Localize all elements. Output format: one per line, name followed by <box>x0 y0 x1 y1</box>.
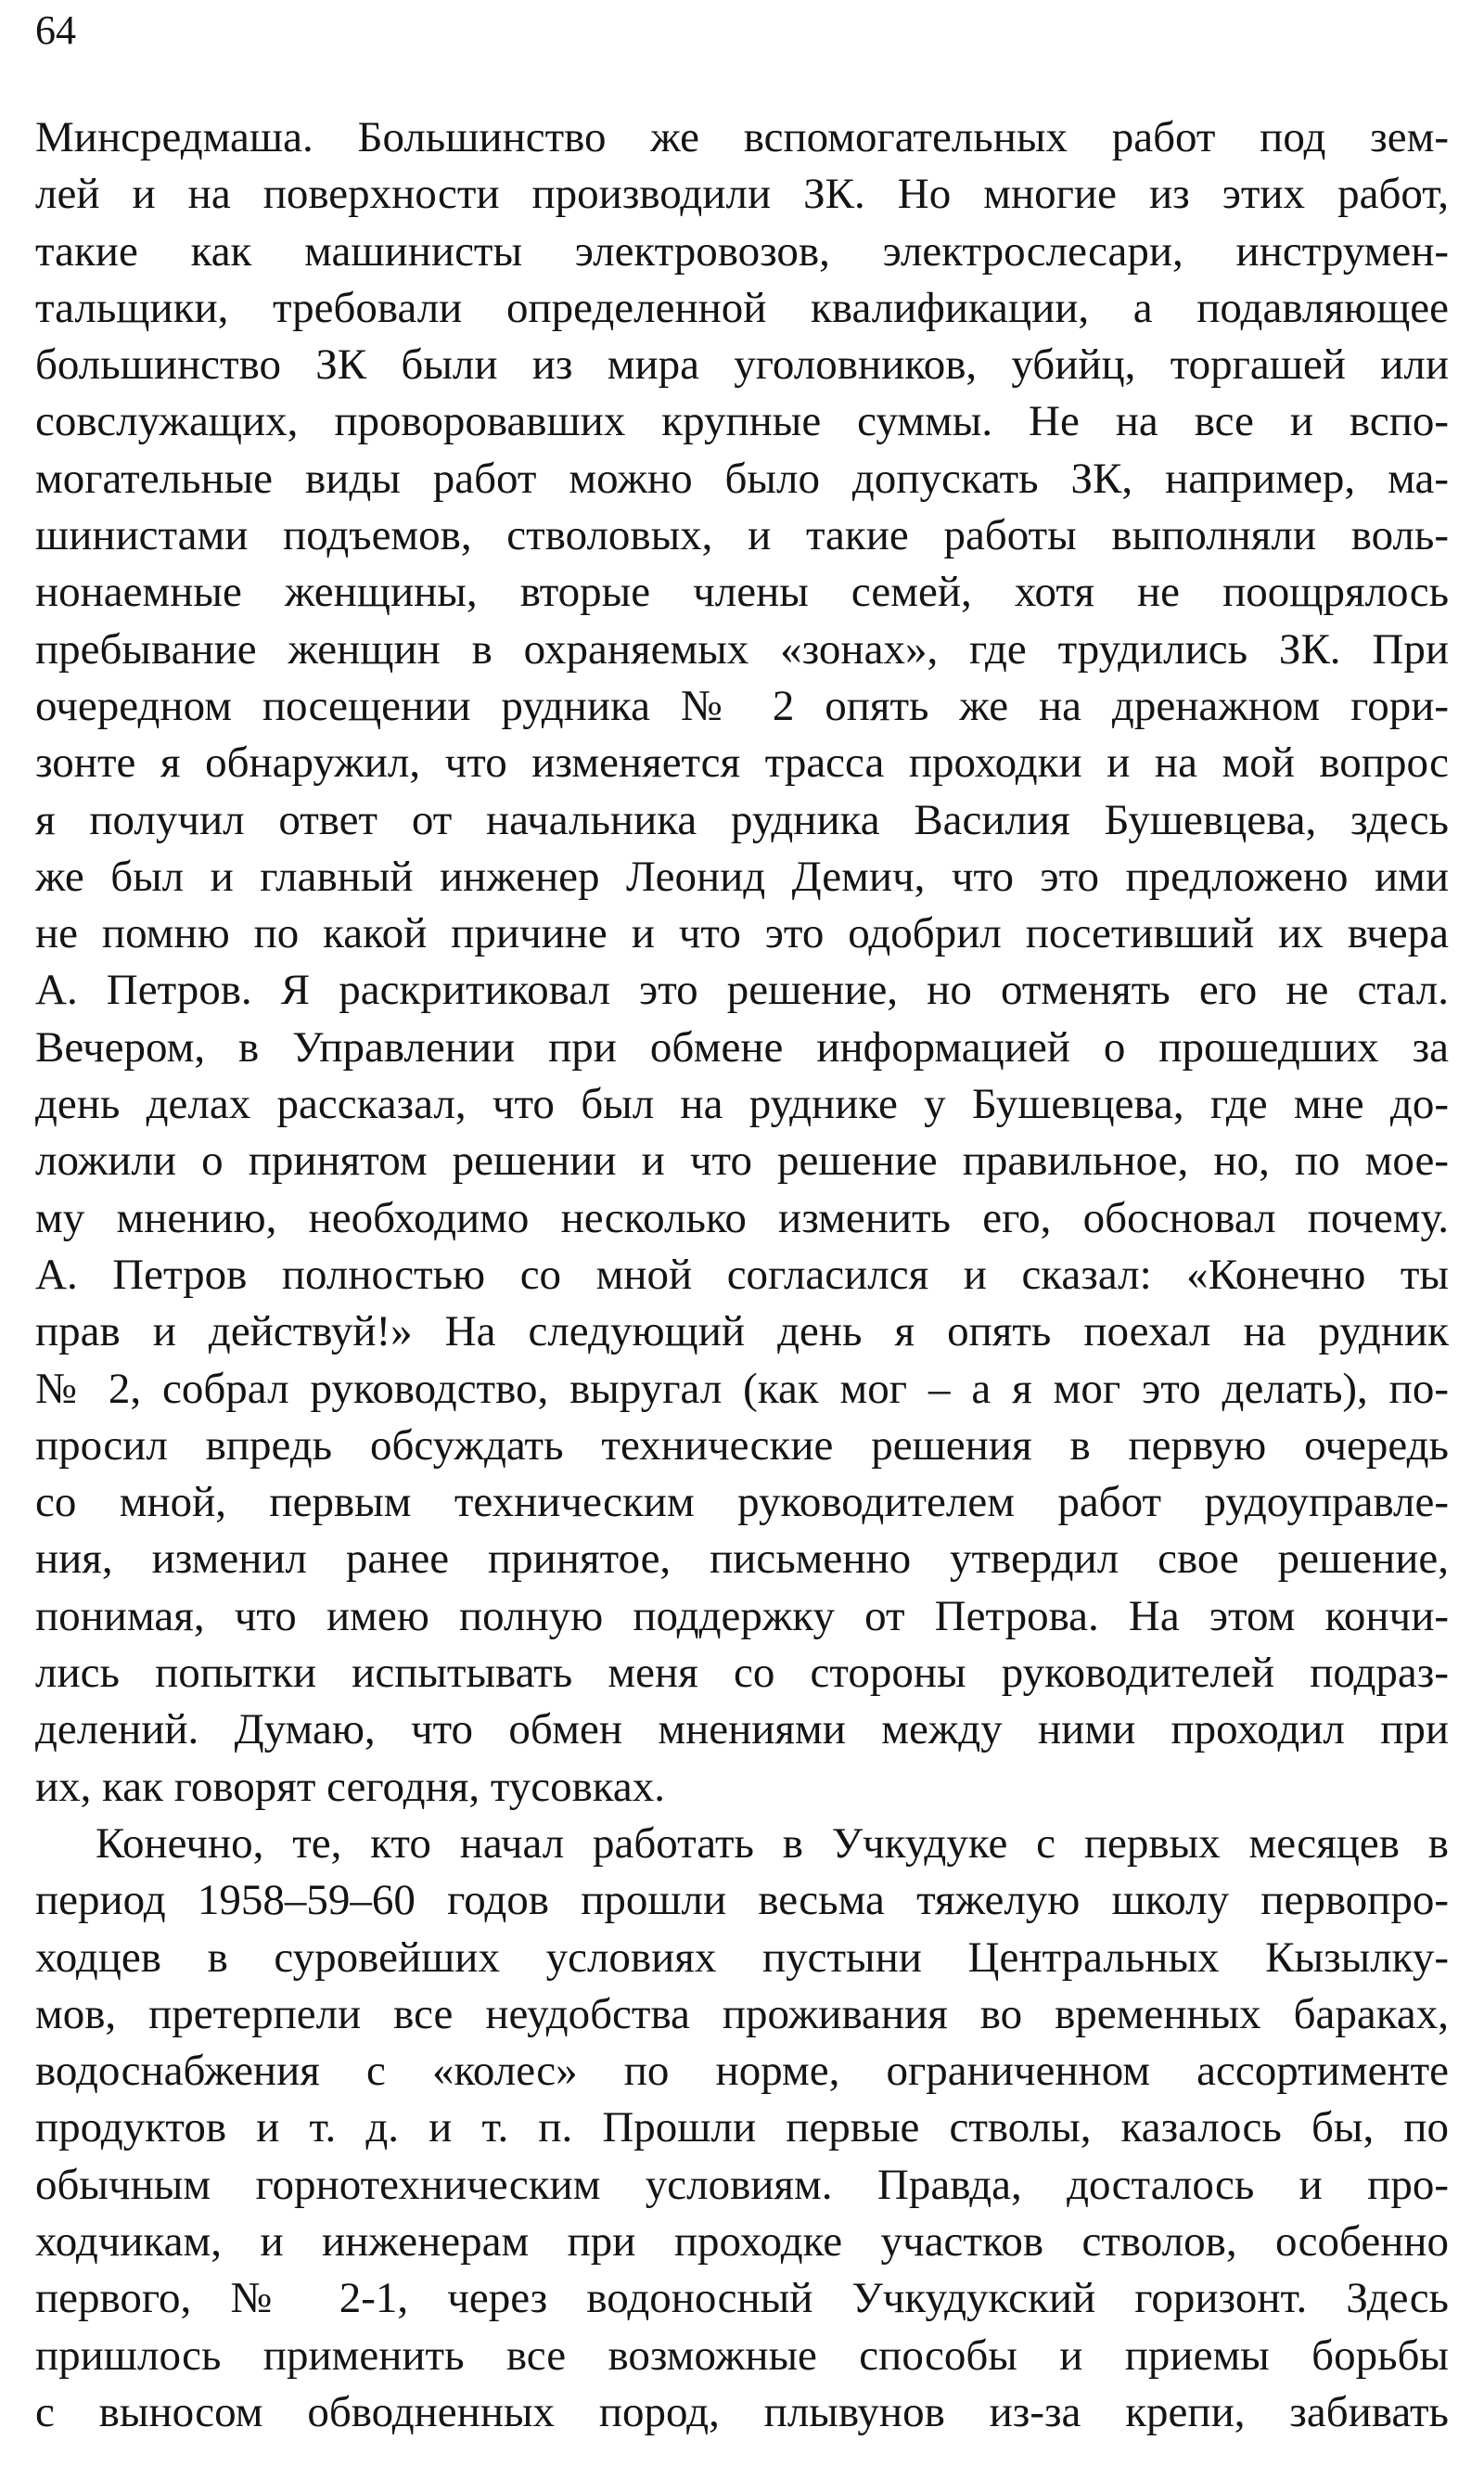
text-line: ния, изменил ранее принятое, письменно утвердил свое решение, <box>35 1535 1449 1584</box>
text-line: А. Петров полностью со мной согласился и сказал: «Конечно ты <box>35 1250 1449 1299</box>
text-line: такие как машинисты электровозов, электрослесари, инструмен- <box>35 226 1449 276</box>
text-line: водоснабжения с «колес» по норме, ограниченном ассортименте <box>35 2047 1449 2096</box>
text-line: зонте я обнаружил, что изменяется трасса проходки и на мой вопрос <box>35 739 1449 788</box>
text-line: прав и действуй!» На следующий день я опять поехал на рудник <box>35 1307 1449 1356</box>
text-line: я получил ответ от начальника рудника Василия Бушевцева, здесь <box>35 795 1449 844</box>
text-line: обычным горнотехническим условиям. Правда, досталось и про- <box>35 2160 1449 2209</box>
text-line: ходцев в суровейших условиях пустыни Центральных Кызылку- <box>35 1933 1449 1982</box>
text-line: просил впредь обсуждать технические решения в первую очередь <box>35 1420 1449 1470</box>
text-line: не помню по какой причине и что это одобрил посетивший их вчера <box>35 909 1449 958</box>
text-line: их, как говорят сегодня, тусовках. <box>35 1762 666 1811</box>
page-text <box>35 109 1449 2441</box>
text-line: же был и главный инженер Леонид Демич, что это предложено ими <box>35 852 1449 901</box>
text-line: шинистами подъемов, стволовых, и такие работы выполняли воль- <box>35 511 1449 560</box>
text-line: Конечно, те, кто начал работать в Учкудуке с первых месяцев в <box>96 1818 1449 1868</box>
text-line: с выносом обводненных пород, плывунов из-за крепи, забивать <box>35 2387 1449 2436</box>
text-line: очередном посещении рудника № 2 опять же на дренажном гори- <box>35 681 1449 730</box>
text-line: ложили о принятом решении и что решение правильное, но, по мое- <box>35 1137 1449 1186</box>
paragraph <box>35 109 1449 1816</box>
text-line: пребывание женщин в охраняемых «зонах», где трудились ЗК. При <box>35 624 1449 674</box>
text-line: Минсредмаша. Большинство же вспомогательных работ под зем- <box>35 113 1449 161</box>
text-line: лей и на поверхности производили ЗК. Но многие из этих работ, <box>35 170 1449 219</box>
text-line: № 2, собрал руководство, выругал (как мог – а я мог это делать), по- <box>35 1364 1449 1413</box>
text-line: период 1958–59–60 годов прошли весьма тяжелую школу первопро- <box>35 1876 1449 1925</box>
text-line: пришлось применить все возможные способы и приемы борьбы <box>35 2331 1449 2380</box>
text-line: первого, № 2-1, через водоносный Учкудукский горизонт. Здесь <box>35 2274 1449 2323</box>
text-line: могательные виды работ можно было допускать ЗК, например, ма- <box>35 454 1449 503</box>
text-line: продуктов и т. д. и т. п. Прошли первые стволы, казалось бы, по <box>35 2103 1449 2152</box>
text-line: А. Петров. Я раскритиковал это решение, но отменять его не стал. <box>35 966 1449 1015</box>
text-line: му мнению, необходимо несколько изменить его, обосновал почему. <box>35 1193 1449 1242</box>
text-line: день делах рассказал, что был на руднике у Бушевцева, где мне до- <box>35 1080 1449 1129</box>
text-line: большинство ЗК были из мира уголовников, убийц, торгашей или <box>35 340 1449 390</box>
paragraph <box>35 1816 1449 2441</box>
text-line: мов, претерпели все неудобства проживания во временных бараках, <box>35 1989 1449 2038</box>
text-line: тальщики, требовали определенной квалификации, а подавляющее <box>35 283 1449 332</box>
text-line: совслужащих, проворовавших крупные суммы. Не на все и вспо- <box>35 397 1449 446</box>
page-number: 64 <box>35 7 76 53</box>
text-line: Вечером, в Управлении при обмене информацией о прошедших за <box>35 1022 1449 1072</box>
text-line: ходчикам, и инженерам при проходке участков стволов, особенно <box>35 2216 1449 2266</box>
text-line: со мной, первым техническим руководителем работ рудоуправле- <box>35 1478 1449 1527</box>
text-line: лись попытки испытывать меня со стороны руководителей подраз- <box>35 1649 1449 1698</box>
text-line: понимая, что имею полную поддержку от Петрова. На этом кончи- <box>35 1591 1449 1640</box>
text-line: нонаемные женщины, вторые члены семей, хотя не поощрялось <box>35 568 1449 617</box>
text-line: делений. Думаю, что обмен мнениями между ними проходил при <box>35 1705 1449 1754</box>
